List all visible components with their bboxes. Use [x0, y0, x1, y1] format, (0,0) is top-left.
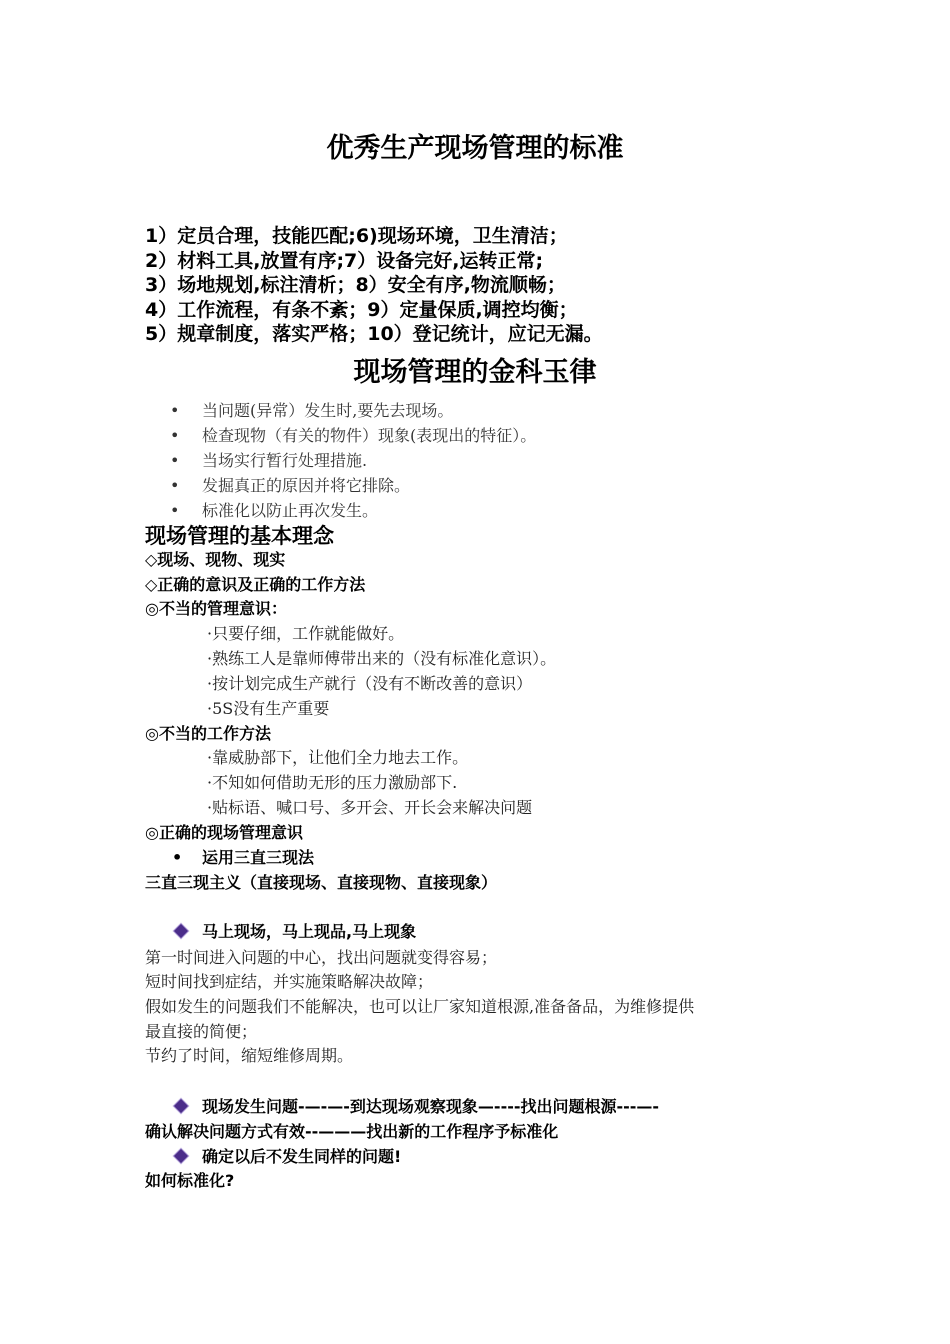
bullet-text: 运用三直三现法	[202, 848, 315, 867]
paragraph-line: 假如发生的问题我们不能解决，也可以让厂家知道根源,准备备品，为维修提供	[145, 997, 695, 1016]
standards-list	[145, 224, 603, 347]
improper-awareness-heading: ◎不当的管理意识：	[145, 599, 287, 618]
improper-method-heading: ◎不当的工作方法	[145, 724, 271, 743]
list-item	[170, 398, 536, 423]
how-standardize-heading: 如何标准化?	[145, 1171, 235, 1190]
list-item: ·5S没有生产重要	[207, 699, 330, 718]
process-line: 确认解决问题方式有效--———找出新的工作程序予标准化	[145, 1122, 559, 1141]
standard-item: 5）规章制度，落实严格；10）登记统计，应记无漏。	[145, 323, 603, 345]
paragraph-line: 短时间找到症结，并实施策略解决故障；	[145, 972, 434, 991]
list-item	[170, 473, 536, 498]
list-item: ·只要仔细，工作就能做好。	[207, 624, 405, 643]
concept-item: ◇正确的意识及正确的工作方法	[145, 575, 366, 594]
bullet-text: 现场发生问题-—-—-到达现场观察现象—----找出问题根源---—-	[202, 1097, 660, 1116]
standard-item: 2）材料工具,放置有序;7）设备完好,运转正常;	[145, 249, 544, 272]
list-item	[172, 846, 314, 870]
golden-rules-list	[170, 398, 536, 523]
bullet-icon: •	[172, 848, 183, 867]
bullet-icon: •	[170, 476, 180, 495]
list-item: ·靠威胁部下，让他们全力地去工作。	[207, 748, 469, 767]
diamond-bullet-icon	[174, 1149, 188, 1163]
list-item	[170, 498, 536, 523]
bullet-icon: •	[170, 451, 180, 470]
standard-item: 3）场地规划,标注清析；8）安全有序,物流顺畅；	[145, 274, 566, 296]
bullet-icon: •	[170, 426, 180, 445]
page-title: 优秀生产现场管理的标准	[326, 133, 624, 164]
list-item	[170, 423, 536, 448]
standard-item: 1）定员合理，技能匹配;6)现场环境，卫生清洁；	[145, 225, 568, 247]
list-item	[170, 448, 536, 473]
golden-rules-title: 现场管理的金科玉律	[353, 357, 597, 388]
list-item	[172, 1095, 659, 1119]
bullet-text: 确定以后不发生同样的问题!	[202, 1147, 402, 1166]
list-item	[172, 1145, 401, 1169]
three-direct-line: 三直三现主义（直接现场、直接现物、直接现象）	[145, 873, 498, 892]
rule-text: 发掘真正的原因并将它排除。	[202, 476, 411, 495]
paragraph-line: 最直接的简便；	[145, 1022, 258, 1041]
rule-text: 标准化以防止再次发生。	[202, 501, 379, 520]
rule-text: 检查现物（有关的物件）现象(表现出的特征）。	[202, 426, 537, 445]
diamond-bullet-icon	[174, 924, 188, 938]
bullet-icon: •	[170, 501, 180, 520]
basic-concept-heading: 现场管理的基本理念	[145, 524, 334, 548]
rule-text: 当问题(异常）发生时,要先去现场。	[202, 401, 454, 420]
standard-item: 4）工作流程，有条不紊；9）定量保质,调控均衡；	[145, 298, 578, 321]
diamond-bullet-icon	[174, 1099, 188, 1113]
list-item: ·熟练工人是靠师傅带出来的（没有标准化意识）。	[207, 649, 557, 668]
paragraph-line: 第一时间进入问题的中心，找出问题就变得容易；	[145, 948, 498, 967]
bullet-text: 马上现场，马上现品,马上现象	[202, 922, 417, 941]
bullet-icon: •	[170, 401, 180, 420]
correct-awareness-heading: ◎正确的现场管理意识	[145, 823, 303, 842]
list-item: ·按计划完成生产就行（没有不断改善的意识）	[207, 674, 533, 693]
concept-item: ◇现场、现物、现实	[145, 550, 286, 569]
rule-text: 当场实行暂行处理措施.	[202, 451, 368, 470]
paragraph-line: 节约了时间，缩短维修周期。	[145, 1046, 354, 1065]
list-item	[172, 920, 416, 944]
list-item: ·不知如何借助无形的压力激励部下.	[207, 773, 458, 792]
list-item: ·贴标语、喊口号、多开会、开长会来解决问题	[207, 798, 533, 817]
